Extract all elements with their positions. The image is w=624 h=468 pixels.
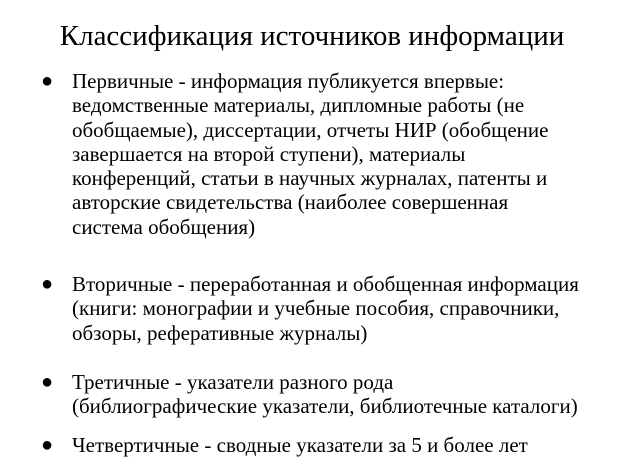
bullet-item-quaternary — [41, 433, 620, 457]
bullet-item-tertiary — [41, 370, 620, 419]
bullet-dot-icon: ● — [41, 273, 54, 295]
bullet-item-secondary — [41, 272, 620, 345]
bullet-text-line: ведомственные материалы, дипломные работы (не — [72, 93, 525, 118]
bullet-text-line: авторские свидетельства (наиболее совершенная — [72, 190, 509, 215]
bullet-text-line: обзоры, реферативные журналы) — [72, 320, 368, 345]
bullet-text-line: Первичные - информация публикуется впервые: — [72, 69, 505, 93]
bullet-dot-icon: ● — [41, 434, 54, 456]
bullet-dot-icon: ● — [41, 371, 54, 393]
bullet-text-line: конференций, статьи в научных журналах, патенты и — [72, 166, 548, 191]
bullet-text-line: Третичные - указатели разного рода — [72, 370, 394, 394]
bullet-text-line: Четвертичные - сводные указатели за 5 и более лет — [72, 433, 528, 457]
bullet-item-primary — [41, 69, 620, 239]
slide-title: Классификация источников информации — [59, 20, 565, 52]
bullet-text-line: обобщаемые), диссертации, отчеты НИР (обобщение — [72, 117, 549, 142]
bullet-text-line: система обобщения) — [72, 214, 256, 239]
bullet-text-line: (библиографические указатели, библиотечные каталоги) — [72, 394, 578, 419]
bullet-text-line: Вторичные - переработанная и обобщенная информация — [72, 272, 579, 296]
bullet-text-line: завершается на второй ступени), материалы — [72, 141, 466, 166]
bullet-dot-icon: ● — [41, 70, 54, 92]
bullet-text-line: (книги: монографии и учебные пособия, справочники, — [72, 296, 560, 321]
